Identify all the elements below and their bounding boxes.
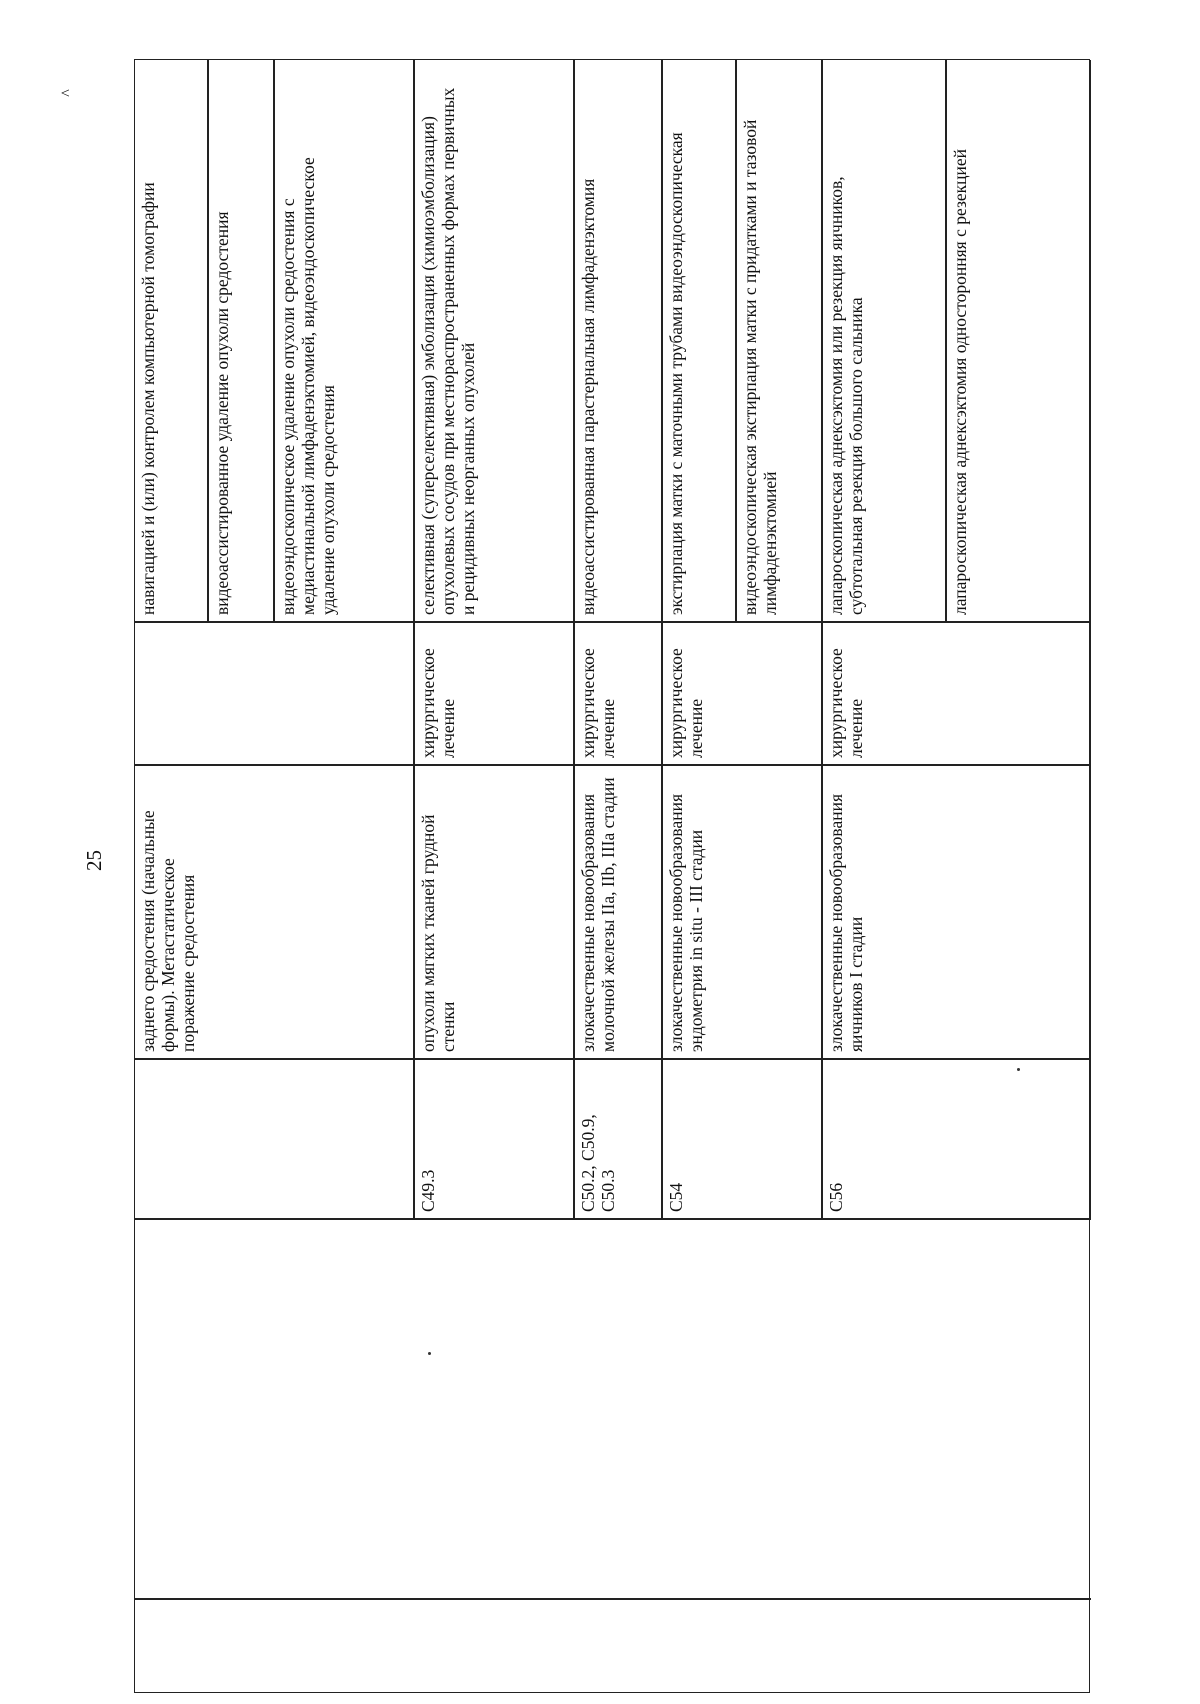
code-cell: C56 <box>826 1182 846 1212</box>
method-cell: навигацией и (или) контролем компьютерной томографии <box>138 182 158 615</box>
method-cell: видеоассистированное удаление опухоли средостения <box>212 211 232 615</box>
stray-mark: ^ <box>58 89 76 97</box>
treatment-cell: хирургическое лечение <box>418 648 458 758</box>
diagnosis-cell: злокачественные новообразования яичников I стадии <box>826 794 866 1052</box>
page-number: 25 <box>82 850 106 871</box>
method-cell: экстирпация матки с маточными трубами видеоэндоскопическая <box>666 132 686 615</box>
treatment-cell: хирургическое лечение <box>666 648 706 758</box>
diagnosis-cell: опухоли мягких тканей грудной стенки <box>418 814 458 1052</box>
method-cell: видеоэндоскопическая экстирпация матки с придатками и тазовой лимфаденэктомией <box>740 119 780 615</box>
code-cell: C49.3 <box>418 1169 438 1212</box>
method-cell: лапароскопическая аднексэктомия односторонняя с резекцией <box>950 149 970 615</box>
method-cell: видеоассистированная парастернальная лимфаденэктомия <box>578 178 598 615</box>
method-cell: лапароскопическая аднексэктомия или резекция яичников, субтотальная резекция большого сальника <box>826 176 866 615</box>
rotated-table-body <box>135 60 1091 1694</box>
method-cell: селективная (суперселективная) эмболизация (химиоэмболизация) опухолевых сосудов при местнораспространенных формах первичных и рецидивных неорганных опухолей <box>418 87 478 615</box>
code-cell: C50.2, C50.9, C50.3 <box>578 1114 618 1212</box>
diagnosis-cell: злокачественные новообразования эндометрия in situ - III стадии <box>666 794 706 1052</box>
treatment-cell: хирургическое лечение <box>826 648 866 758</box>
treatment-cell: хирургическое лечение <box>578 648 618 758</box>
diagnosis-cell: заднего средостения (начальные формы). Метастатическое поражение средостения <box>138 810 198 1052</box>
method-cell: видеоэндоскопическое удаление опухоли средостения с медиастинальной лимфаденэктомией, видеоэндоскопическое удаление опухоли средостения <box>278 157 338 615</box>
diagnosis-cell: злокачественные новообразования молочной железы IIa, IIb, IIIa стадии <box>578 777 618 1052</box>
code-cell: C54 <box>666 1182 686 1212</box>
document-table <box>134 59 1090 1693</box>
